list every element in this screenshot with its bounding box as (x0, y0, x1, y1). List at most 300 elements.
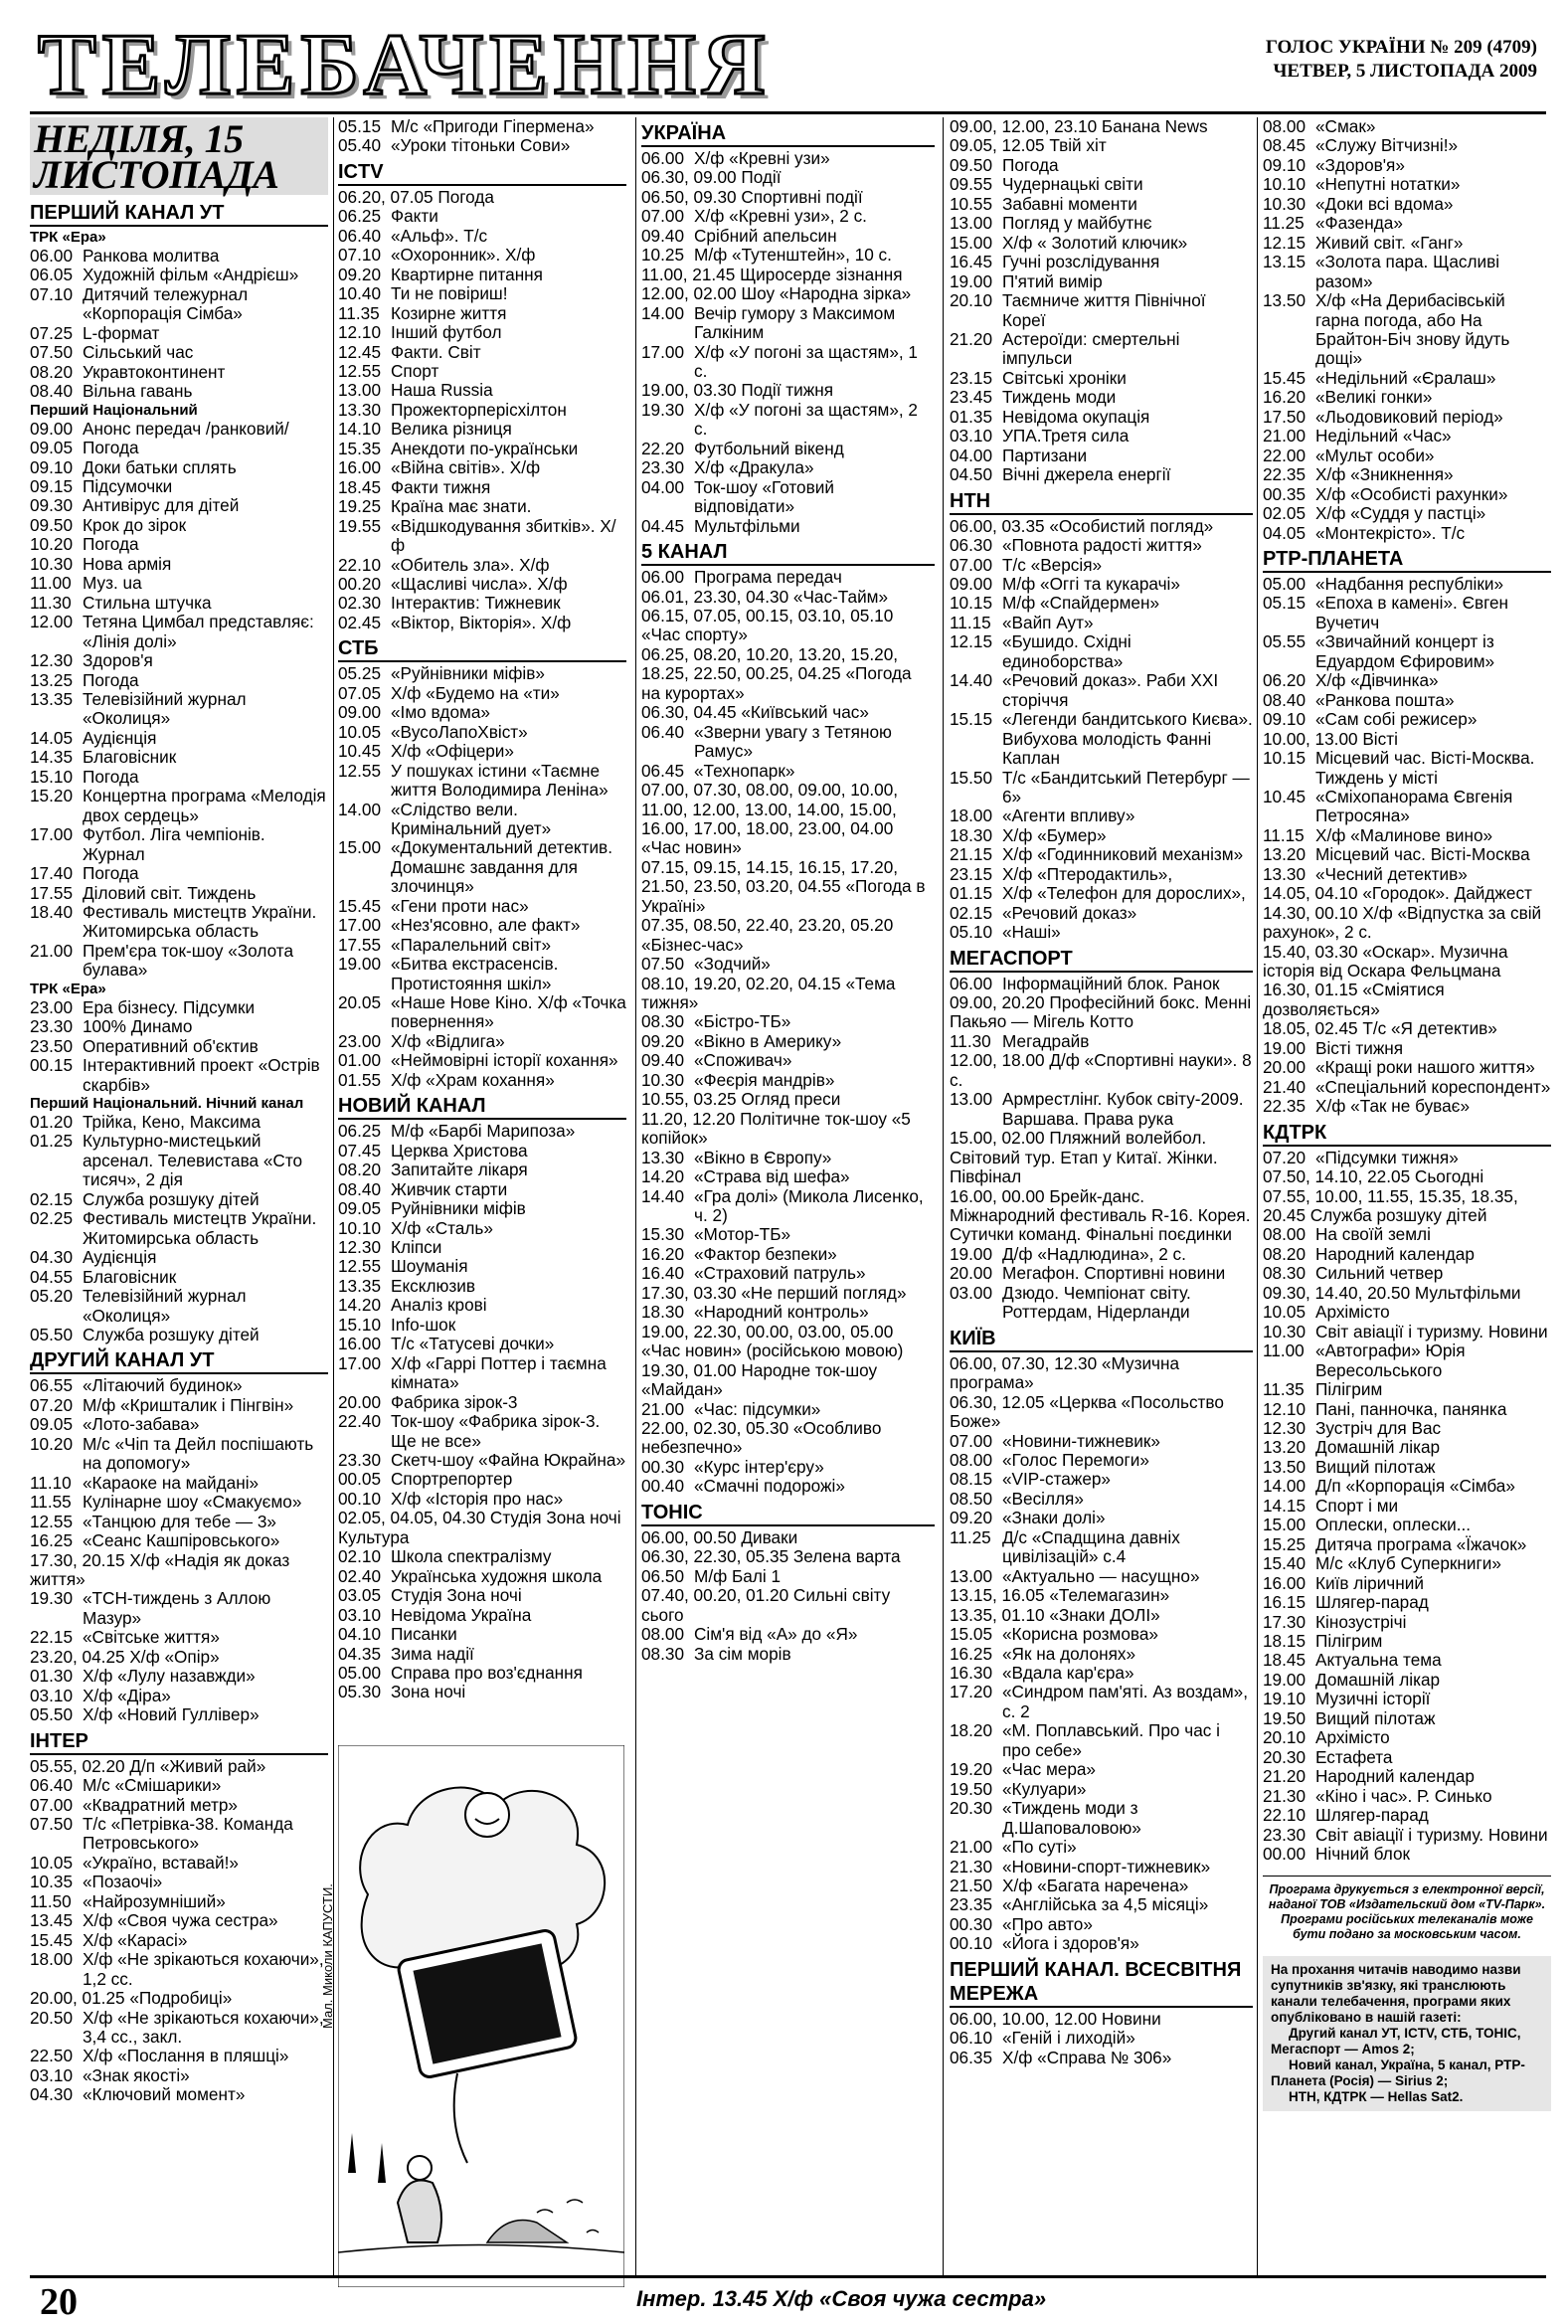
program-entry (950, 1799, 1253, 1838)
program-entry: 08.10, 19.20, 02.20, 04.15 «Тема тижня» (641, 973, 896, 1013)
program-time: 14.40 (641, 1185, 685, 1206)
channel-header: ПЕРШИЙ КАНАЛ. ВСЕСВІТНЯ МЕРЕЖА (950, 1958, 1253, 2008)
program-title: Світські хроніки (1002, 367, 1127, 388)
program-title: «Новини-спорт-тижневик» (1002, 1856, 1211, 1877)
program-time: 06.50 (641, 1565, 685, 1586)
program-time: 12.10 (338, 322, 382, 343)
program-time: 15.10 (30, 766, 74, 787)
program-time: 13.00 (338, 380, 382, 401)
program-time: 10.45 (338, 741, 382, 762)
program-time: 08.15 (950, 1469, 993, 1490)
program-entry (950, 865, 1253, 884)
program-entry (338, 1335, 626, 1353)
program-time: 15.40 (1263, 1553, 1307, 1574)
program-entry (1263, 156, 1551, 175)
program-entry (1263, 1264, 1551, 1283)
program-title: Недільний «Час» (1315, 426, 1452, 447)
program-entry (30, 555, 328, 574)
program-entry (338, 497, 626, 516)
program-time: 07.05 (338, 682, 382, 703)
program-time: 04.55 (30, 1266, 74, 1287)
program-entry (1263, 826, 1551, 845)
program-time: 10.25 (641, 245, 685, 266)
program-title: Шлягер-парад (1315, 1805, 1429, 1826)
program-time: 10.05 (1263, 1302, 1307, 1323)
program-time: 21.15 (950, 844, 993, 865)
channel-header: ІНТЕР (30, 1729, 328, 1755)
program-entry (950, 388, 1253, 407)
program-title: «Весілля» (1002, 1488, 1084, 1509)
program-title: Х/ф «Кревні узи», 2 с. (694, 206, 867, 227)
program-entry (1263, 1728, 1551, 1747)
program-entry (1263, 788, 1551, 826)
program-time: 16.25 (950, 1643, 993, 1664)
program-title: Х/ф «У погоні за щастям», 2 с. (694, 399, 918, 440)
program-title: Ера бізнесу. Підсумки (83, 996, 256, 1017)
program-title: Домашній лікар (1315, 1669, 1441, 1690)
program-entry (338, 916, 626, 935)
program-entry (30, 1113, 328, 1132)
program-entry (950, 1284, 1253, 1323)
program-title: Архімісто (1315, 1302, 1390, 1323)
program-entry (641, 1032, 935, 1051)
program-entry (338, 1051, 626, 1070)
program-title: «Звичайний концерт із Едуардом Єфировим» (1315, 631, 1495, 671)
program-title: «Знак якості» (83, 2064, 190, 2085)
program-title: Аналіз крові (391, 1295, 487, 1316)
program-entry (338, 136, 626, 155)
program-time: 19.00 (1263, 1669, 1307, 1690)
program-title: «Неймовірні історії кохання» (391, 1050, 618, 1071)
program-time: 10.10 (1263, 174, 1307, 195)
program-time: 14.00 (1263, 1476, 1307, 1497)
program-time: 16.40 (641, 1263, 685, 1284)
program-time: 07.45 (338, 1140, 382, 1161)
program-entry (338, 1412, 626, 1451)
program-entry (30, 1190, 328, 1209)
program-time: 11.55 (30, 1492, 72, 1513)
program-time: 11.10 (30, 1472, 72, 1493)
program-time: 09.00 (950, 573, 993, 594)
program-time: 01.35 (950, 406, 993, 427)
program-time: 13.00 (950, 213, 993, 234)
program-entry (1263, 1613, 1551, 1632)
program-time: 11.15 (1263, 824, 1305, 845)
program-time: 11.30 (950, 1030, 991, 1051)
channel-header: КДТРК (1263, 1121, 1551, 1147)
program-title: Концертна програма «Мелодія двох сердець» (83, 786, 326, 825)
program-title: Х/ф «На Дерибасівській гарна погода, або На Брайтон-Біч знову йдуть дощі» (1315, 290, 1510, 369)
program-entry (30, 2047, 328, 2065)
program-entry (950, 1490, 1253, 1509)
program-time: 01.20 (30, 1112, 74, 1133)
program-entry (338, 936, 626, 955)
program-time: 12.15 (1263, 232, 1307, 253)
program-title: Живчик старти (391, 1178, 508, 1199)
source-note: Програма друкується з електронної версії, наданої ТОВ «Издательский дом «TV-Парк». Програми російських телеканалів може бути подано за московським часом. (1263, 1876, 1551, 1942)
program-entry (30, 1376, 328, 1395)
program-entry (338, 762, 626, 801)
column-divider (1257, 117, 1258, 2275)
program-title: Дзюдо. Чемпіонат світу. Роттердам, Нідерланди (1002, 1282, 1191, 1323)
program-entry (1263, 632, 1551, 671)
program-time: 08.20 (30, 361, 74, 382)
program-title: Писанки (391, 1624, 457, 1645)
program-time: 02.40 (338, 1565, 382, 1586)
program-time: 22.00 (1263, 445, 1307, 465)
program-time: 10.15 (950, 593, 993, 614)
program-entry (950, 632, 1253, 671)
program-entry (1263, 1535, 1551, 1554)
program-entry (950, 556, 1253, 575)
program-time: 19.00 (950, 1243, 993, 1264)
program-title: М/ф «Кришталик і Пінгвін» (83, 1394, 294, 1415)
program-time: 09.00 (30, 418, 74, 439)
program-time: 07.00 (950, 554, 993, 575)
program-title: Київ ліричний (1315, 1572, 1424, 1593)
program-entry (641, 401, 935, 440)
program-entry (338, 1257, 626, 1276)
program-entry (950, 1032, 1253, 1051)
program-time: 22.10 (1263, 1805, 1307, 1826)
program-time: 09.10 (1263, 154, 1307, 175)
program-entry (1263, 1303, 1551, 1322)
program-time: 16.30 (950, 1662, 993, 1683)
program-time: 10.40 (338, 283, 382, 304)
program-entry (30, 1815, 328, 1854)
program-title: «Бушидо. Східні единоборства» (1002, 631, 1132, 671)
program-entry: 12.00, 02.00 Шоу «Народна зірка» (641, 283, 912, 304)
program-time: 04.50 (950, 464, 993, 485)
program-title: Х/ф « Золотий ключик» (1002, 232, 1188, 253)
program-title: Пані, панночка, панянка (1315, 1398, 1507, 1419)
program-time: 03.10 (30, 1685, 74, 1705)
program-title: Церква Христова (391, 1140, 528, 1161)
program-title: «Сам собі режисер» (1315, 709, 1478, 730)
program-entry (950, 1567, 1253, 1586)
program-title: «Літаючий будинок» (83, 1375, 243, 1396)
program-title: «Служу Вітчизні!» (1315, 135, 1459, 156)
satellite-note-line: НТН, КДТРК — Hellas Sat2. (1289, 2089, 1464, 2105)
program-title: «Охоронник». Х/ф (391, 245, 536, 266)
satellite-note-line: На прохання читачів наводимо назви супутників зв'язку, які транслюють канали телебачення, програми яких опубліковано в нашій газеті: (1271, 1962, 1521, 2026)
program-title: «Найрозумніший» (83, 1890, 226, 1911)
program-entry (641, 1225, 935, 1244)
program-entry (1263, 195, 1551, 214)
program-time: 03.00 (950, 1282, 993, 1303)
program-entry (30, 2066, 328, 2085)
program-title: «Голос Перемоги» (1002, 1450, 1149, 1470)
program-title: Художній фільм «Андрієш» (83, 265, 299, 285)
program-title: Стильна штучка (83, 592, 212, 613)
program-entry (1263, 388, 1551, 407)
program-title: У пошуках істини «Таємне життя Володимира Леніна» (391, 760, 609, 801)
program-title: «Монтекрісто». Т/с (1315, 522, 1466, 543)
program-title: Кліпси (391, 1237, 442, 1258)
program-title: 100% Динамо (83, 1016, 193, 1037)
program-entry (338, 304, 626, 323)
program-title: Х/ф «Будемо на «ти» (391, 682, 560, 703)
program-time: 02.45 (338, 612, 382, 632)
program-entry (1263, 1632, 1551, 1651)
program-entry (1263, 575, 1551, 594)
program-title: «Кулуари» (1002, 1778, 1087, 1799)
program-entry (30, 266, 328, 284)
program-entry (641, 1051, 935, 1070)
program-entry (338, 478, 626, 497)
program-title: Х/ф «Офіцери» (391, 741, 514, 762)
program-entry (1263, 1709, 1551, 1728)
program-title: L-формат (83, 322, 160, 343)
program-time: 06.00 (30, 246, 74, 266)
program-title: «Імо вдома» (391, 702, 490, 723)
program-entry (950, 769, 1253, 807)
program-time: 06.35 (950, 2047, 993, 2067)
program-title: Х/ф «Відлига» (391, 1030, 505, 1051)
program-title: Анекдоти по-українськи (391, 438, 579, 458)
program-entry (338, 117, 626, 136)
program-title: «Народний контроль» (694, 1302, 869, 1323)
program-time: 23.30 (1263, 1824, 1307, 1845)
program-time: 11.00 (30, 573, 72, 594)
program-entry: 09.30, 14.40, 20.50 Мультфільми (1263, 1282, 1521, 1303)
program-entry (641, 304, 935, 343)
program-entry (950, 845, 1253, 864)
program-entry (641, 1477, 935, 1496)
program-title: Мультфільми (694, 515, 800, 536)
program-title: М/ф «Оггі та кукарачі» (1002, 573, 1180, 594)
program-title: Х/ф «Лулу назавжди» (83, 1666, 256, 1687)
channel-header: НТН (950, 489, 1253, 515)
program-title: «Споживач» (694, 1050, 792, 1071)
program-entry (338, 1664, 626, 1683)
program-entry (1263, 427, 1551, 446)
program-entry (1263, 1058, 1551, 1077)
program-entry (641, 149, 935, 168)
program-time: 10.20 (30, 534, 74, 555)
program-entry (30, 690, 328, 729)
cartoon-drawing (338, 1745, 624, 2287)
program-entry (30, 420, 328, 439)
program-time: 05.30 (338, 1682, 382, 1702)
program-time: 14.40 (950, 670, 993, 691)
program-title: П'ятий вимір (1002, 270, 1103, 291)
program-time: 11.25 (1263, 213, 1305, 234)
program-entry (1263, 175, 1551, 194)
program-time: 03.10 (30, 2064, 74, 2085)
program-entry (338, 1393, 626, 1412)
program-entry (30, 1209, 328, 1248)
program-entry (950, 369, 1253, 388)
program-time: 23.50 (30, 1035, 74, 1056)
program-title: Х/ф «Гаррі Поттер і таємна кімната» (391, 1352, 607, 1393)
program-time: 13.30 (641, 1147, 685, 1167)
program-entry (641, 478, 935, 517)
program-time: 04.05 (1263, 522, 1307, 543)
program-title: Ти не повіриш! (391, 283, 508, 304)
program-entry (30, 1854, 328, 1873)
program-time: 14.10 (338, 419, 382, 440)
program-time: 16.00 (338, 457, 382, 478)
program-title: «Смак» (1315, 116, 1376, 136)
program-title: Вісті тижня (1315, 1037, 1404, 1058)
program-entry (30, 1531, 328, 1550)
program-time: 11.35 (338, 302, 380, 323)
program-entry (338, 742, 626, 761)
program-title: «Вікно в Європу» (694, 1147, 832, 1167)
program-time: 17.55 (338, 934, 382, 955)
program-entry (338, 440, 626, 458)
program-time: 13.30 (338, 399, 382, 420)
program-title: «Караоке на майдані» (83, 1472, 260, 1493)
illustration-credit: Мал. Миколи КАПУСТИ. (320, 1883, 335, 2029)
program-title: Х/ф «Телефон для дорослих», (1002, 883, 1246, 904)
program-title: Мегафон. Спортивні новини (1002, 1263, 1226, 1284)
program-title: Сильний четвер (1315, 1263, 1444, 1284)
program-entry (30, 1513, 328, 1531)
program-title: Погода (1002, 154, 1059, 175)
program-entry: 13.35, 01.10 «Знаки ДОЛІ» (950, 1604, 1160, 1625)
program-title: «Мотор-ТБ» (694, 1224, 791, 1245)
program-time: 08.50 (950, 1488, 993, 1509)
program-time: 15.20 (30, 786, 74, 806)
program-time: 13.15 (1263, 252, 1307, 272)
program-title: Руйнівники міфів (391, 1198, 526, 1219)
program-entry (641, 1167, 935, 1186)
program-title: «Руйнівники міфів» (391, 663, 545, 684)
program-title: Народний календар (1315, 1766, 1475, 1787)
program-time: 23.00 (30, 996, 74, 1017)
program-title: Народний календар (1315, 1243, 1475, 1264)
program-title: Трійка, Кено, Максима (83, 1112, 261, 1133)
program-entry (30, 1037, 328, 1056)
program-time: 22.35 (1263, 1096, 1307, 1117)
program-title: «Корисна розмова» (1002, 1624, 1158, 1645)
program-entry (30, 1132, 328, 1189)
program-entry: 06.30, 12.05 «Церква «Посольство Боже» (950, 1391, 1224, 1432)
program-title: Х/ф «Діра» (83, 1685, 171, 1705)
program-title: Інформаційний блок. Ранок (1002, 973, 1220, 993)
program-time: 15.15 (950, 709, 993, 730)
program-entry (1263, 1767, 1551, 1786)
program-time: 20.50 (30, 2007, 74, 2028)
program-entry (1263, 524, 1551, 543)
program-title: «Віктор, Вікторія». Х/ф (391, 612, 572, 632)
program-title: Муз. ua (83, 573, 142, 594)
issue-info (1266, 36, 1537, 84)
program-entry (950, 272, 1253, 291)
program-entry (1263, 1400, 1551, 1419)
program-entry (950, 1432, 1253, 1451)
program-entry (950, 253, 1253, 271)
program-entry: 07.00, 07.30, 08.00, 09.00, 10.00, 11.00, 12.00, 13.00, 14.00, 15.00, 16.00, 17.00, 18.00, 23.00, 04.00 «Час новин» (641, 780, 899, 858)
program-entry (338, 362, 626, 381)
program-title: Справа про воз'єднання (391, 1662, 583, 1683)
program-time: 23.35 (950, 1894, 993, 1915)
program-title: Х/ф «У погоні за щастям», 1 с. (694, 341, 918, 381)
program-title: Х/ф «Не зрікаються кохаючи», 1,2 сс. (83, 1949, 324, 1989)
program-title: Таємниче життя Північної Кореї (1002, 290, 1206, 330)
program-title: «Підсумки тижня» (1315, 1147, 1459, 1167)
program-entry (950, 1625, 1253, 1644)
program-title: Х/ф «Дракула» (694, 457, 814, 478)
program-entry (641, 440, 935, 458)
program-entry (641, 1264, 935, 1283)
program-entry (950, 1245, 1253, 1264)
program-time: 22.20 (641, 438, 685, 458)
page-number: 20 (40, 2281, 78, 2323)
issue-date: ЧЕТВЕР, 5 ЛИСТОПАДА 2009 (1273, 61, 1537, 82)
program-time: 02.10 (338, 1546, 382, 1567)
program-entry (30, 942, 328, 981)
program-entry (1263, 504, 1551, 523)
program-entry (338, 1071, 626, 1090)
program-title: «VIP-стажер» (1002, 1469, 1111, 1490)
program-time: 12.55 (338, 1256, 382, 1277)
program-time: 21.00 (641, 1398, 685, 1419)
program-entry (338, 458, 626, 477)
program-title: Програма передач (694, 567, 842, 588)
program-entry: 06.50, 09.30 Спортивні події (641, 186, 863, 207)
program-time: 08.20 (1263, 1243, 1307, 1264)
program-entry: 07.55, 10.00, 11.55, 15.35, 18.35, 20.45 Служба розшуку дітей (1263, 1185, 1518, 1226)
program-entry (1263, 749, 1551, 788)
program-entry: 17.30, 20.15 Х/ф «Надія як доказ життя» (30, 1549, 290, 1589)
program-entry (1263, 1477, 1551, 1496)
program-time: 21.00 (30, 940, 74, 961)
program-time: 01.15 (950, 883, 993, 904)
program-entry (30, 1950, 328, 1989)
program-time: 08.40 (338, 1178, 382, 1199)
program-time: 08.30 (641, 1011, 685, 1032)
program-title: Студія Зона ночі (391, 1585, 522, 1606)
program-title: Вищий пілотаж (1315, 1707, 1436, 1728)
program-entry (950, 1090, 1253, 1129)
program-time: 10.55 (950, 193, 993, 214)
program-entry (950, 195, 1253, 214)
program-title: Х/ф «Новий Гуллівер» (83, 1704, 260, 1725)
program-entry: 06.25, 08.20, 10.20, 13.20, 15.20, 18.25, 22.50, 00.25, 04.25 «Погода на курортах» (641, 643, 912, 703)
program-entry (1263, 1458, 1551, 1477)
program-entry (338, 703, 626, 722)
program-time: 02.15 (30, 1188, 74, 1209)
program-entry (30, 2085, 328, 2104)
program-title: Нова армія (83, 553, 172, 574)
program-time: 13.50 (1263, 1456, 1307, 1477)
program-title: «Бістро-ТБ» (694, 1011, 791, 1032)
program-title: Мегадрайв (1002, 1030, 1090, 1051)
program-title: Х/ф «Багата наречена» (1002, 1875, 1189, 1895)
program-time: 06.40 (338, 225, 382, 246)
program-entry (1263, 291, 1551, 369)
program-entry (338, 284, 626, 303)
program-entry (30, 825, 328, 864)
program-time: 00.05 (338, 1469, 382, 1490)
program-entry (641, 227, 935, 246)
program-entry (1263, 1097, 1551, 1116)
program-title: Антивірус для дітей (83, 495, 240, 516)
program-title: Х/ф «Кревні узи» (694, 148, 830, 168)
channel-header: КИЇВ (950, 1327, 1253, 1352)
program-time: 06.40 (641, 721, 685, 742)
program-title: «Мульт особи» (1315, 445, 1435, 465)
program-entry (641, 343, 935, 382)
program-title: «Непутні нотатки» (1315, 174, 1461, 195)
program-title: Кулінарне шоу «Смакуємо» (83, 1492, 302, 1513)
program-title: «Гени проти нас» (391, 895, 529, 916)
program-title: Погода (83, 669, 139, 690)
program-time: 09.00 (338, 702, 382, 723)
